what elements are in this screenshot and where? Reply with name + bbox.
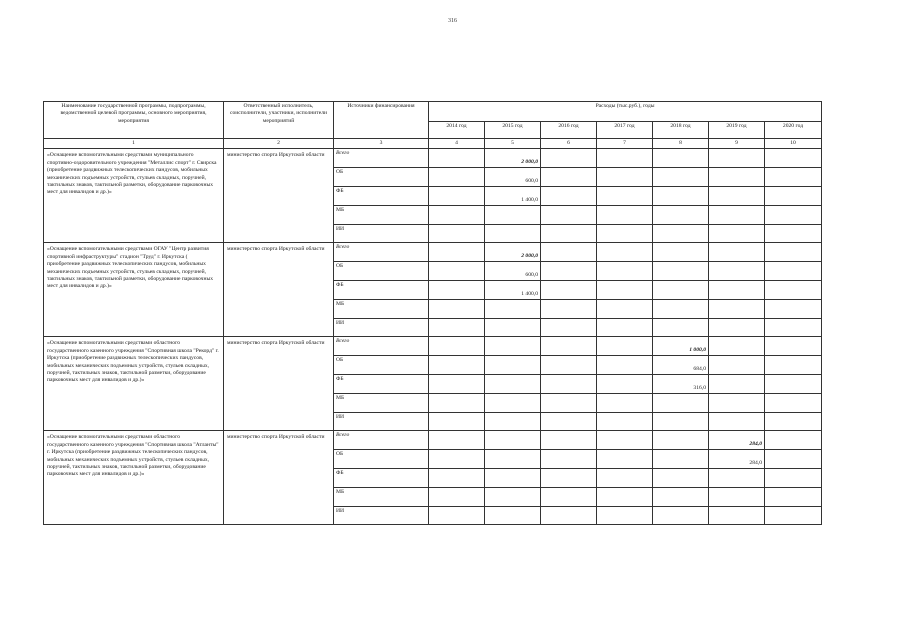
expense-value <box>429 225 485 243</box>
expense-value <box>765 356 822 375</box>
funding-source: МБ <box>334 394 429 413</box>
expense-value <box>485 206 541 225</box>
expense-value: 316,0 <box>653 375 709 394</box>
expense-value <box>709 168 765 187</box>
expense-value <box>765 394 822 413</box>
expense-value <box>653 168 709 187</box>
expense-value <box>653 225 709 243</box>
expense-value <box>597 413 653 431</box>
year-header: 2016 год <box>541 122 597 139</box>
expense-value <box>765 431 822 450</box>
expense-value <box>709 507 765 525</box>
expense-value <box>597 394 653 413</box>
expense-value <box>485 450 541 469</box>
funding-source: Всего <box>334 431 429 450</box>
expense-value <box>541 469 597 488</box>
expense-value <box>485 507 541 525</box>
expense-value: 1 000,0 <box>653 337 709 356</box>
funding-source: ИИ <box>334 319 429 337</box>
expense-value <box>765 507 822 525</box>
year-header: 2019 год <box>709 122 765 139</box>
expense-value <box>429 300 485 319</box>
expense-value <box>485 488 541 507</box>
activity-executor: министерство спорта Иркутской области <box>224 431 334 525</box>
expense-value <box>653 281 709 300</box>
expense-value <box>597 319 653 337</box>
expense-value <box>765 450 822 469</box>
expense-value <box>709 356 765 375</box>
expense-value: 600,0 <box>485 168 541 187</box>
column-number: 1 <box>44 139 224 149</box>
expense-value <box>429 356 485 375</box>
expense-value <box>653 394 709 413</box>
expense-value <box>709 413 765 431</box>
expense-value <box>653 450 709 469</box>
activity-description: «Оснащение вспомогательными средствами муниципального спортивно-оздоровительного учреждения "Металлис спорт" г. Свирска (приобретение раздвижных телескопических пандусов, мобильных механических подъемных устройств, стульев складных, поручней, тактильных знаков, тактильной разметки, оборудование парковочных мест для инвалидов и др.)» <box>44 149 224 243</box>
expense-value <box>597 507 653 525</box>
column-number: 7 <box>597 139 653 149</box>
expense-value <box>653 413 709 431</box>
expense-value <box>653 319 709 337</box>
expense-value <box>653 149 709 168</box>
expense-value <box>485 375 541 394</box>
expense-value <box>765 243 822 262</box>
table-row <box>44 243 822 262</box>
expense-value <box>765 413 822 431</box>
expense-value <box>597 450 653 469</box>
funding-source: ИИ <box>334 413 429 431</box>
expense-value: 684,0 <box>653 356 709 375</box>
funding-source: МБ <box>334 300 429 319</box>
funding-source: ОБ <box>334 262 429 281</box>
expense-value <box>485 225 541 243</box>
expense-value: 2 000,0 <box>485 243 541 262</box>
expense-value <box>709 225 765 243</box>
expense-value: 284,0 <box>709 450 765 469</box>
expense-value <box>597 149 653 168</box>
column-number: 9 <box>709 139 765 149</box>
expense-value <box>653 206 709 225</box>
expense-value <box>429 281 485 300</box>
page-number: 316 <box>448 18 457 24</box>
expense-value <box>765 187 822 206</box>
expense-value <box>541 450 597 469</box>
expense-value <box>541 319 597 337</box>
funding-source: МБ <box>334 488 429 507</box>
expense-value <box>597 375 653 394</box>
expense-value <box>429 337 485 356</box>
expense-value <box>429 262 485 281</box>
expense-value <box>653 431 709 450</box>
expense-value <box>429 450 485 469</box>
year-header: 2018 год <box>653 122 709 139</box>
column-number: 5 <box>485 139 541 149</box>
expense-value <box>597 206 653 225</box>
expense-value <box>541 281 597 300</box>
expense-value <box>597 225 653 243</box>
expense-value <box>597 168 653 187</box>
funding-source: Всего <box>334 243 429 262</box>
funding-source: ФБ <box>334 375 429 394</box>
expense-value <box>541 356 597 375</box>
funding-source: ОБ <box>334 356 429 375</box>
expense-value <box>541 243 597 262</box>
expense-value <box>765 206 822 225</box>
expense-value: 600,0 <box>485 262 541 281</box>
expense-value <box>541 488 597 507</box>
expense-value <box>541 413 597 431</box>
table-body <box>44 102 822 525</box>
expense-value: 1 400,0 <box>485 281 541 300</box>
expense-value <box>597 356 653 375</box>
activity-executor: министерство спорта Иркутской области <box>224 243 334 337</box>
expense-value <box>765 375 822 394</box>
year-header: 2014 год <box>429 122 485 139</box>
expense-value <box>765 281 822 300</box>
column-numbers-row <box>44 139 822 149</box>
expense-value <box>485 319 541 337</box>
expense-value <box>541 149 597 168</box>
expense-value <box>709 187 765 206</box>
expense-value <box>541 300 597 319</box>
expense-value <box>597 469 653 488</box>
expense-value <box>709 394 765 413</box>
expense-value <box>485 356 541 375</box>
funding-source: МБ <box>334 206 429 225</box>
year-header: 2017 год <box>597 122 653 139</box>
expense-value <box>597 431 653 450</box>
expense-value <box>485 394 541 413</box>
expense-value <box>429 243 485 262</box>
header-sources: Источники финансирования <box>334 102 429 139</box>
expense-value <box>765 225 822 243</box>
expense-value <box>429 149 485 168</box>
expense-value <box>429 319 485 337</box>
column-number: 2 <box>224 139 334 149</box>
expense-value <box>709 469 765 488</box>
activity-description: «Оснащение вспомогательными средствами областного государственного казенного учреждения "Спортивная школа "Атланты" г. Иркутска (приобретение раздвижных телескопических пандусов, мобильных механических подъемных устройств, стульев складных, поручней, тактильных знаков, тактильной разметки, оборудование парковочных мест для инвалидов и др.)» <box>44 431 224 525</box>
table-row <box>44 149 822 168</box>
expense-value <box>765 168 822 187</box>
expense-value <box>485 413 541 431</box>
expense-value <box>709 206 765 225</box>
expense-value <box>485 431 541 450</box>
activity-description: «Оснащение вспомогательными средствами областного государственного казенного учреждения "Спортивная школа "Рекорд" г. Иркутска (приобретение раздвижных телескопических пандусов, мобильных механических подъемных устройств, стульев складных, поручней, тактильных знаков, тактильной разметки, оборудование парковочных мест для инвалидов и др.)» <box>44 337 224 431</box>
funding-source: ОБ <box>334 168 429 187</box>
expense-value <box>541 337 597 356</box>
year-header: 2020 год <box>765 122 822 139</box>
expense-value <box>709 319 765 337</box>
expense-value <box>429 488 485 507</box>
expense-value <box>597 488 653 507</box>
expense-value <box>541 225 597 243</box>
table-row <box>44 431 822 450</box>
column-number: 3 <box>334 139 429 149</box>
expense-value <box>541 262 597 281</box>
funding-source: ФБ <box>334 469 429 488</box>
expense-value <box>429 413 485 431</box>
expense-value <box>429 507 485 525</box>
header-executor: Ответственный исполнитель, соисполнители, участники, исполнители мероприятий <box>224 102 334 139</box>
expense-value <box>653 300 709 319</box>
header-row <box>44 102 822 122</box>
expense-value <box>597 187 653 206</box>
funding-source: ИИ <box>334 225 429 243</box>
expense-value <box>541 168 597 187</box>
expense-value <box>709 488 765 507</box>
expense-value <box>429 206 485 225</box>
expense-value <box>653 243 709 262</box>
expense-value <box>541 431 597 450</box>
column-number: 10 <box>765 139 822 149</box>
funding-source: ФБ <box>334 187 429 206</box>
expense-value <box>709 262 765 281</box>
table-row <box>44 337 822 356</box>
expense-value <box>653 507 709 525</box>
expense-value <box>709 243 765 262</box>
column-number: 4 <box>429 139 485 149</box>
expense-value <box>653 187 709 206</box>
expense-value <box>541 375 597 394</box>
expense-value <box>541 187 597 206</box>
expense-value <box>541 507 597 525</box>
expense-value <box>597 300 653 319</box>
expense-value <box>765 262 822 281</box>
expense-value <box>709 281 765 300</box>
header-expenses: Расходы (тыс.руб.), годы <box>429 102 822 122</box>
expense-value <box>485 337 541 356</box>
expense-value <box>709 375 765 394</box>
expense-value <box>765 149 822 168</box>
expense-value <box>709 300 765 319</box>
expense-value <box>765 337 822 356</box>
expense-value <box>653 262 709 281</box>
expense-value <box>485 300 541 319</box>
funding-source: ФБ <box>334 281 429 300</box>
expense-value <box>597 281 653 300</box>
expense-value <box>485 469 541 488</box>
expense-value <box>429 375 485 394</box>
expense-value <box>653 488 709 507</box>
expense-value <box>765 469 822 488</box>
expense-value: 2 000,0 <box>485 149 541 168</box>
expense-value <box>429 187 485 206</box>
expense-value: 284,0 <box>709 431 765 450</box>
activity-executor: министерство спорта Иркутской области <box>224 149 334 243</box>
funding-source: ИИ <box>334 507 429 525</box>
funding-source: Всего <box>334 337 429 356</box>
funding-source: ОБ <box>334 450 429 469</box>
activity-description: «Оснащение вспомогательными средствами ОГАУ "Центр развития спортивной инфраструктуры" стадион "Труд" г. Иркутска ( приобретение раздвижных телескопических пандусов, мобильных механических подъемных устройств, стульев складных, поручней, тактильных знаков, тактильной разметки, оборудование парковочных мест для инвалидов и др.)» <box>44 243 224 337</box>
expense-value: 1 400,0 <box>485 187 541 206</box>
expense-value <box>597 262 653 281</box>
column-number: 8 <box>653 139 709 149</box>
activity-executor: министерство спорта Иркутской области <box>224 337 334 431</box>
expense-value <box>429 394 485 413</box>
expense-value <box>709 149 765 168</box>
expense-value <box>429 168 485 187</box>
expense-value <box>541 394 597 413</box>
expense-value <box>541 206 597 225</box>
expense-value <box>653 469 709 488</box>
expense-value <box>765 488 822 507</box>
funding-source: Всего <box>334 149 429 168</box>
expense-value <box>429 469 485 488</box>
expense-value <box>765 319 822 337</box>
expense-value <box>765 300 822 319</box>
expense-value <box>597 243 653 262</box>
expense-value <box>709 337 765 356</box>
expense-value <box>597 337 653 356</box>
year-header: 2015 год <box>485 122 541 139</box>
expenses-table <box>43 101 822 525</box>
header-program: Наименование государственной программы, подпрограммы, ведомственной целевой программы, основного мероприятия, мероприятия <box>44 102 224 139</box>
column-number: 6 <box>541 139 597 149</box>
expense-value <box>429 431 485 450</box>
